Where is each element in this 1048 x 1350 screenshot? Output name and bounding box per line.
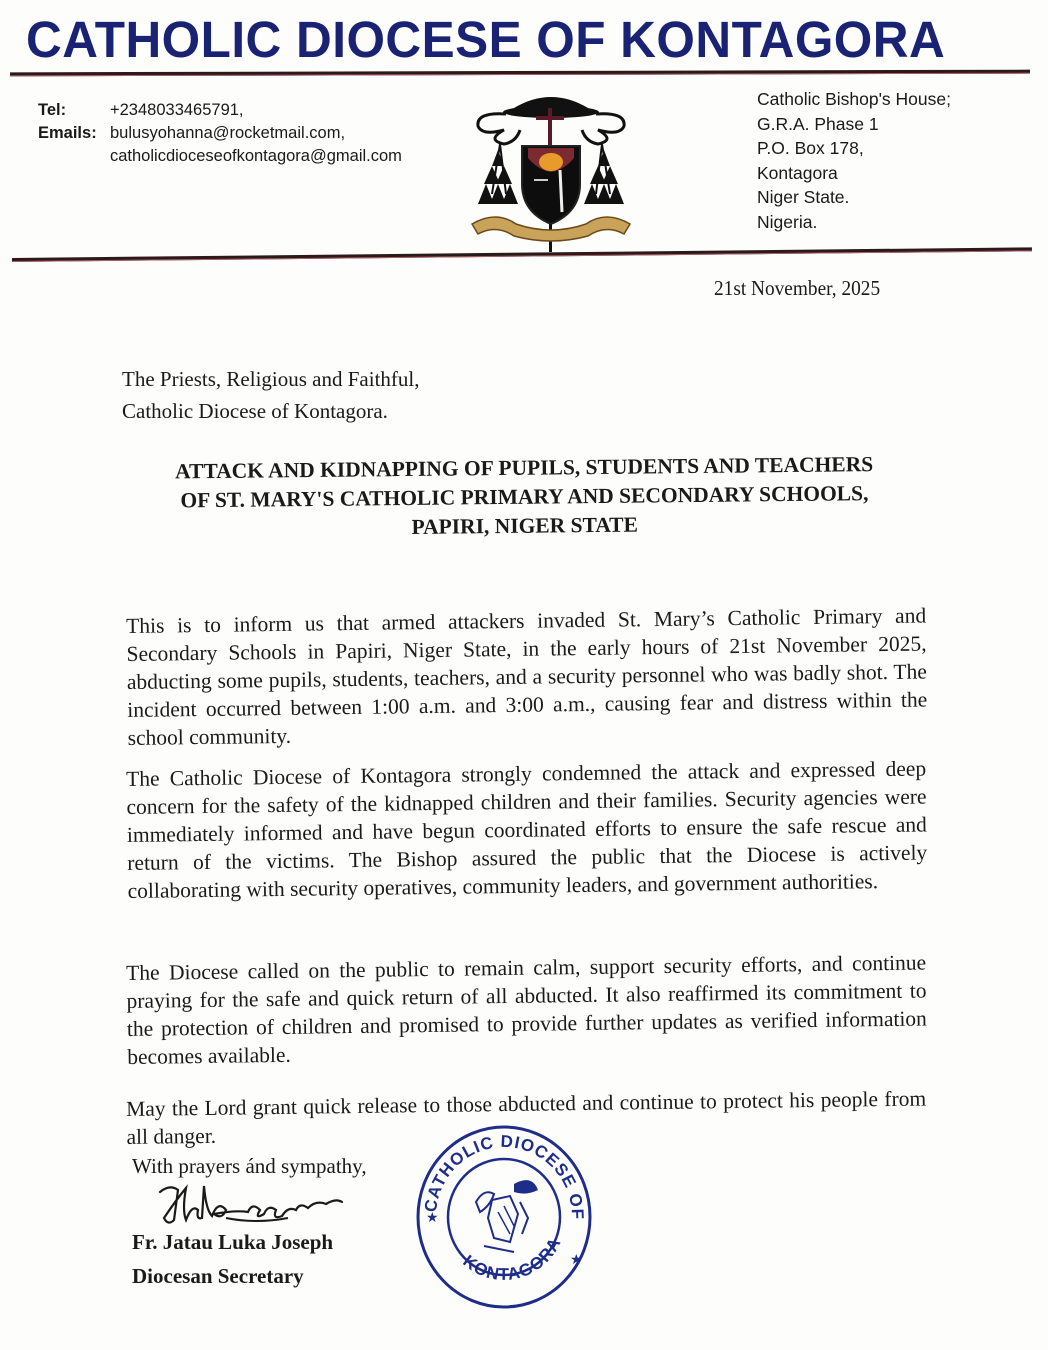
address-line: Kontagora <box>757 162 838 183</box>
tel-value: +2348033465791, <box>110 101 244 119</box>
tel-label: Tel: <box>38 101 67 119</box>
svg-text:KONTAGORA <box>459 1234 564 1284</box>
body-paragraph-3: The Diocese called on the public to remain calm, support security efforts, and continue praying for the safe and quick return of all abducted. It also reaffirmed its commitment to the protection of children and promised to provide further updates as verified information becomes available. <box>126 950 928 1069</box>
diocese-seal-stamp-icon <box>414 1122 594 1312</box>
email-1: bulusyohanna@rocketmail.com, <box>110 124 346 142</box>
tel-row <box>38 99 402 122</box>
recipient-block <box>122 363 419 427</box>
stamp-bottom-text: KONTAGORA <box>459 1234 565 1284</box>
heading-line-3: PAPIRI, NIGER STATE <box>411 512 639 539</box>
letter-heading <box>120 450 929 545</box>
letter-date: 21st November, 2025 <box>714 276 881 300</box>
email-2: catholicdioceseofkontagora@gmail.com <box>110 147 402 165</box>
heading-line-2: OF ST. MARY'S CATHOLIC PRIMARY AND SECONDARY SCHOOLS, <box>180 481 869 513</box>
address-line: P.O. Box 178, <box>757 138 864 158</box>
address-line: Catholic Bishop's House; <box>757 89 951 109</box>
header-divider-top <box>10 70 1030 77</box>
body-paragraph-4: May the Lord grant quick release to those abducted and continue to protect his people from all danger. <box>126 1086 927 1149</box>
body-paragraph-2: The Catholic Diocese of Kontagora strongly condemned the attack and expressed deep concern for the safety of the kidnapped children and their families. Security agencies were immediately informed and have begun coordinated efforts to ensure the safe rescue and return of the victims. The Bishop assured the public that the Diocese is actively collaborating with security operatives, community leaders, and government authorities. <box>126 756 928 903</box>
address-line: Nigeria. <box>757 211 818 232</box>
address-block <box>757 87 951 234</box>
contact-block <box>38 99 402 168</box>
signer-name: Fr. Jatau Luka Joseph <box>132 1230 334 1254</box>
body-paragraph-1: This is to inform us that armed attackers invaded St. Mary’s Catholic Primary and Secondary Schools in Papiri, Niger State, in the early hours of 21st November 2025, abducting some pupils, students, teachers, and a security personnel who was badly shot. The incident occurred between 1:00 a.m. and 3:00 a.m., causing fear and distress within the school community. <box>126 603 928 750</box>
signer-title: Diocesan Secretary <box>132 1264 304 1288</box>
recipient-line-1: The Priests, Religious and Faithful, <box>122 367 420 391</box>
svg-text:★: ★ <box>426 1211 439 1226</box>
recipient-line-2: Catholic Diocese of Kontagora. <box>122 399 388 423</box>
emails-label: Emails: <box>38 124 97 142</box>
stamp-top-text: CATHOLIC DIOCESE OF <box>420 1131 588 1221</box>
svg-text:★: ★ <box>570 1253 583 1268</box>
handwritten-signature-icon <box>156 1180 346 1230</box>
coat-of-arms-icon <box>456 84 646 254</box>
address-line: G.R.A. Phase 1 <box>757 113 879 134</box>
address-line: Niger State. <box>757 187 850 207</box>
closing-salutation: With prayers ánd sympathy, <box>132 1154 367 1178</box>
emails-row <box>38 122 402 145</box>
letterhead-title: CATHOLIC DIOCESE OF KONTAGORA <box>26 11 946 68</box>
heading-line-1: ATTACK AND KIDNAPPING OF PUPILS, STUDENTS AND TEACHERS <box>174 452 874 484</box>
